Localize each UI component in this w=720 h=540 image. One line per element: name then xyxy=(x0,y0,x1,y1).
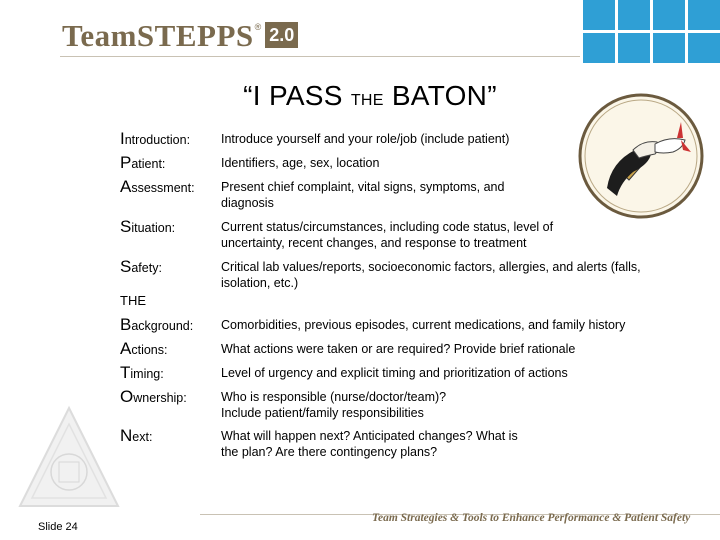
item-label-rest: wnership: xyxy=(133,391,187,405)
item-label-rest: ackground: xyxy=(131,319,194,333)
the-divider-label: THE xyxy=(120,293,146,308)
item-label xyxy=(120,428,218,445)
item-label-rest: atient: xyxy=(131,157,166,171)
item-initial: S xyxy=(120,257,132,276)
item-description: Introduce yourself and your role/job (include patient) xyxy=(221,132,510,146)
item-description: What actions were taken or are required? Provide brief rationale xyxy=(221,342,576,356)
logo-text: TeamSTEPPS xyxy=(62,18,254,53)
item-label xyxy=(120,179,218,196)
item-label xyxy=(120,259,218,276)
item-label xyxy=(120,389,218,406)
item-description: What will happen next? Anticipated changes? What is the plan? Are there contingency plans? xyxy=(221,429,518,459)
teamstepps-triangle-watermark xyxy=(14,402,124,512)
item-label xyxy=(120,341,218,358)
item-initial: A xyxy=(120,339,132,358)
blue-tile-decoration xyxy=(580,0,720,64)
header-divider xyxy=(60,56,580,57)
item-description: Critical lab values/reports, socioeconomic factors, allergies, and alerts (falls, isolation, etc.) xyxy=(221,260,641,290)
item-label-rest: ext: xyxy=(132,430,153,444)
item-description: Level of urgency and explicit timing and prioritization of actions xyxy=(221,366,568,380)
item-description: Identifiers, age, sex, location xyxy=(221,156,380,170)
item-initial: P xyxy=(120,153,132,172)
item-label xyxy=(120,219,218,236)
item-label-rest: ssessment: xyxy=(131,181,195,195)
teamstepps-logo xyxy=(62,16,298,56)
title-part-2: BATON” xyxy=(383,80,497,111)
item-label xyxy=(120,365,218,382)
item-description: Comorbidities, previous episodes, current medications, and family history xyxy=(221,318,626,332)
slide-number: Slide 24 xyxy=(38,521,78,533)
item-initial: B xyxy=(120,315,132,334)
item-initial: A xyxy=(120,177,132,196)
footer-tagline: Team Strategies & Tools to Enhance Performance & Patient Safety xyxy=(372,512,691,524)
item-initial: S xyxy=(120,217,132,236)
item-label-rest: iming: xyxy=(130,367,164,381)
item-label-rest: ctions: xyxy=(131,343,168,357)
item-label-rest: ituation: xyxy=(131,221,176,235)
item-initial: I xyxy=(120,129,125,148)
item-label xyxy=(120,131,218,148)
logo-version-badge: 2.0 xyxy=(265,22,298,48)
item-label-rest: ntroduction: xyxy=(124,133,191,147)
item-description: Present chief complaint, vital signs, symptoms, and diagnosis xyxy=(221,180,505,210)
item-label xyxy=(120,317,218,334)
item-label xyxy=(120,155,218,172)
title-part-1: “I PASS xyxy=(243,80,351,111)
item-initial: O xyxy=(120,387,134,406)
item-initial: N xyxy=(120,426,133,445)
item-label-rest: afety: xyxy=(131,261,162,275)
logo-registered-mark: ® xyxy=(254,22,262,32)
item-description: Who is responsible (nurse/doctor/team)? Include patient/family responsibilities xyxy=(221,390,447,420)
title-small-the: THE xyxy=(350,92,384,109)
item-description: Current status/circumstances, including code status, level of uncertainty, recent changes, and response to treatment xyxy=(221,220,554,250)
item-initial: T xyxy=(120,363,131,382)
